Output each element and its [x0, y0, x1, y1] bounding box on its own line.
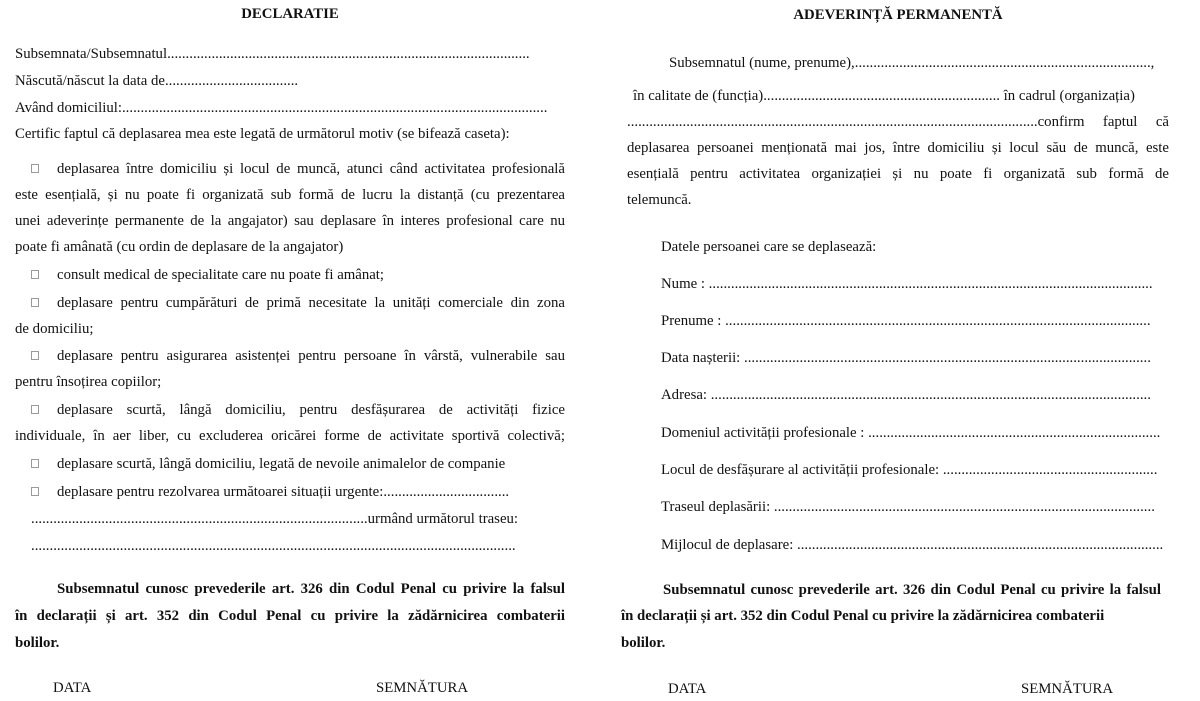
traseu-field-1[interactable]: ...........................................................................................urmând următorul traseu:	[31, 511, 519, 527]
declaratie-title: DECLARATIE	[241, 6, 339, 22]
option-cumparaturi-label: deplasare pentru cumpărături de primă necesitate la unități comerciale din zona	[57, 295, 565, 311]
adeverinta-intro-line-3[interactable]: ...............................................................................................................confirm faptul că	[627, 114, 1169, 130]
adeverinta-intro-line-1[interactable]: Subsemnatul (nume, prenume),................................................................................,	[669, 55, 1155, 71]
nascuta-field[interactable]: Născută/născut la data de....................................	[15, 73, 299, 89]
option-animale-label: deplasare scurtă, lângă domiciliu, legată de nevoile animalelor de companie	[57, 456, 506, 472]
checkbox-animale[interactable]	[31, 459, 39, 468]
locul-field[interactable]: Locul de desfășurare al activității profesionale: ..........................................................	[661, 462, 1158, 478]
option-sport-line-2: individuale, în aer liber, cu excluderea oricărei forme de activitate sportivă colectivă;	[15, 428, 565, 444]
option-munca-line-3: unei adeverințe permanente de la angajator) sau deplasare în interes profesional care nu	[15, 213, 565, 229]
checkbox-urgente[interactable]	[31, 487, 39, 496]
option-asistenta-line-2: pentru însoțirea copiilor;	[15, 374, 162, 390]
certific-text: Certific faptul că deplasarea mea este legată de următorul motiv (se bifează caseta):	[15, 126, 510, 142]
traseu-field-2[interactable]: ...................................................................................................................................	[31, 538, 516, 554]
subsemnata-field[interactable]: Subsemnata/Subsemnatul..................................................................................................	[15, 46, 530, 62]
data-nasterii-field[interactable]: Data nașterii: ..............................................................................................................	[661, 350, 1151, 366]
option-cumparaturi	[31, 294, 565, 312]
datele-label: Datele persoanei care se deplasează:	[661, 239, 877, 255]
adeverinta-warning-3: bolilor.	[621, 635, 666, 651]
declaratie-warning-3: bolilor.	[15, 635, 60, 651]
declaratie-page	[15, 0, 565, 701]
adeverinta-intro-line-4: deplasarea persoanei menționată mai jos, între domiciliu și locul său de muncă, este	[627, 140, 1169, 156]
checkbox-asistenta[interactable]	[31, 351, 39, 360]
option-medical-label: consult medical de specialitate care nu poate fi amânat;	[57, 267, 385, 283]
option-munca-line-4: poate fi amânată (cu ordin de deplasare de la angajator)	[15, 239, 344, 255]
option-munca-label: deplasarea între domiciliu și locul de muncă, atunci când activitatea profesională	[57, 161, 565, 177]
adeverinta-intro-line-2[interactable]: în calitate de (funcția)................................................................ în cadrul (organizația)	[633, 88, 1135, 104]
adeverinta-semnatura-label: SEMNĂTURA	[1021, 681, 1114, 697]
option-sport-label: deplasare scurtă, lângă domiciliu, pentru desfășurarea de activități fizice	[57, 402, 565, 418]
option-urgente-label[interactable]: deplasare pentru rezolvarea următoarei situații urgente:..................................	[57, 484, 510, 500]
adeverinta-warning-1: Subsemnatul cunosc prevederile art. 326 din Codul Penal cu privire la falsul	[663, 582, 1161, 598]
option-medical	[31, 266, 565, 284]
adeverinta-data-label: DATA	[668, 681, 707, 697]
adeverinta-page	[621, 0, 1169, 701]
checkbox-sport[interactable]	[31, 405, 39, 414]
option-asistenta-label: deplasare pentru asigurarea asistenței pentru persoane în vârstă, vulnerabile sau	[57, 348, 565, 364]
option-urgente	[31, 483, 565, 501]
mijlocul-field[interactable]: Mijlocul de deplasare: ...................................................................................................	[661, 537, 1164, 553]
domeniul-field[interactable]: Domeniul activității profesionale : ...............................................................................	[661, 425, 1161, 441]
declaratie-warning-1: Subsemnatul cunosc prevederile art. 326 din Codul Penal cu privire la falsul	[57, 581, 565, 597]
nume-field[interactable]: Nume : ........................................................................................................................	[661, 276, 1153, 292]
declaratie-semnatura-label: SEMNĂTURA	[376, 680, 469, 696]
domiciliu-field[interactable]: Având domiciliul:...................................................................................................................	[15, 100, 548, 116]
declaratie-warning-2: în declarații și art. 352 din Codul Penal cu privire la zădărnicirea combaterii	[15, 608, 565, 624]
prenume-field[interactable]: Prenume : ...................................................................................................................	[661, 313, 1151, 329]
adeverinta-intro-line-5: esențială pentru activitatea organizației și nu poate fi organizată sub formă de	[627, 166, 1169, 182]
checkbox-munca[interactable]	[31, 164, 39, 173]
option-sport	[31, 401, 565, 419]
declaratie-data-label: DATA	[53, 680, 92, 696]
checkbox-cumparaturi[interactable]	[31, 298, 39, 307]
adeverinta-warning-2: în declarații și art. 352 din Codul Penal cu privire la zădărnicirea combaterii	[621, 608, 1105, 624]
adeverinta-title: ADEVERINȚĂ PERMANENTĂ	[793, 7, 1003, 23]
option-cumparaturi-line-2: de domiciliu;	[15, 321, 94, 337]
checkbox-medical[interactable]	[31, 270, 39, 279]
option-munca	[31, 160, 565, 178]
option-animale	[31, 455, 565, 473]
adresa-field[interactable]: Adresa: .......................................................................................................................	[661, 387, 1151, 403]
adeverinta-intro-line-6: telemuncă.	[627, 192, 692, 208]
option-asistenta	[31, 347, 565, 365]
traseul-field[interactable]: Traseul deplasării: .......................................................................................................	[661, 499, 1155, 515]
option-munca-line-2: este esențială, și nu poate fi organizată sub formă de lucru la distanță (cu prezentarea	[15, 187, 565, 203]
